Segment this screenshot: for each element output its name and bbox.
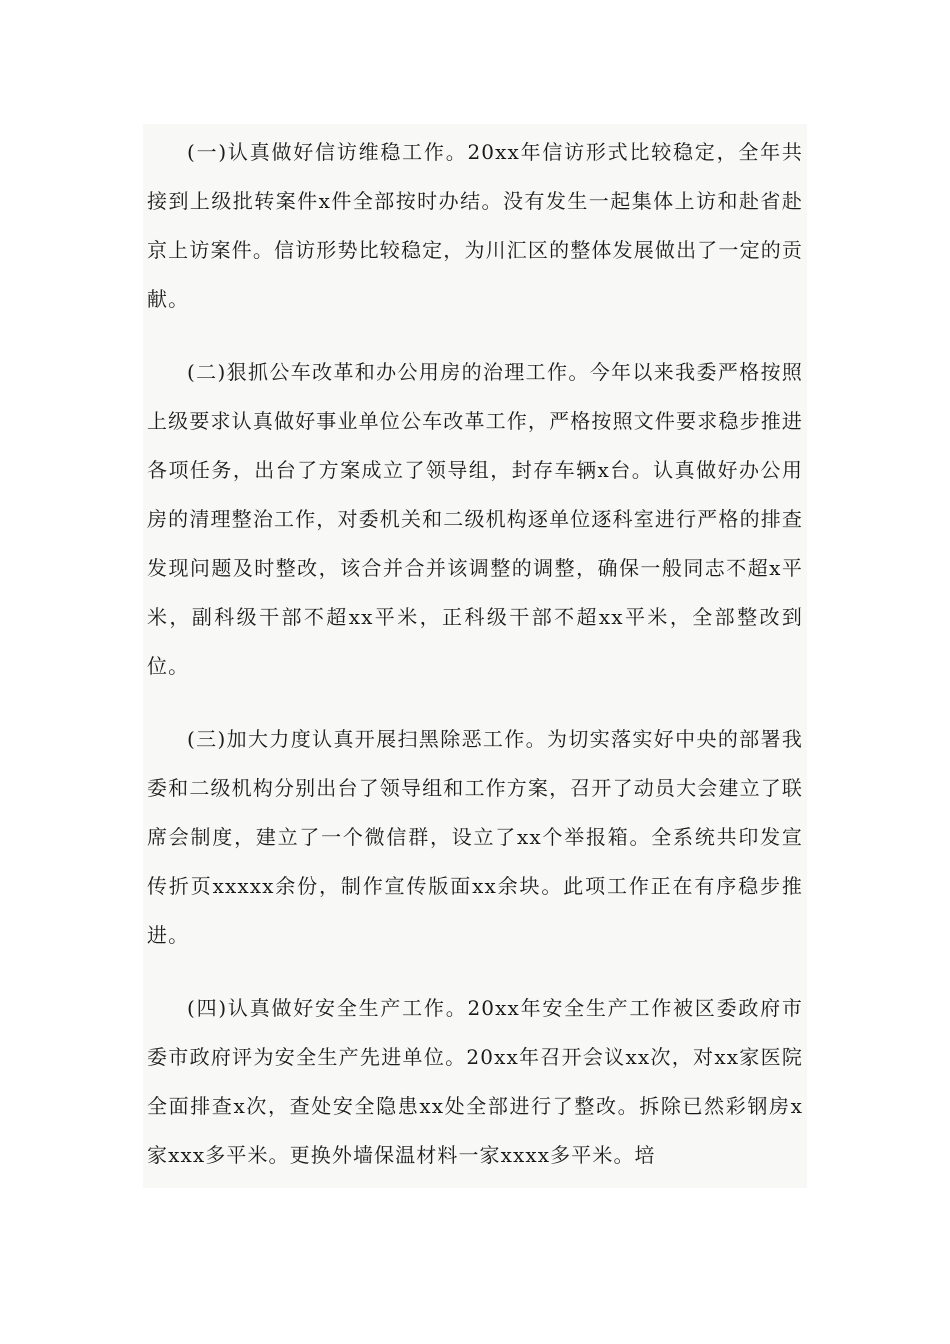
document-body bbox=[143, 124, 807, 1188]
paragraph-work-safety: (四)认真做好安全生产工作。20xx年安全生产工作被区委政府市委市政府评为安全生产先进单位。20xx年召开会议xx次，对xx家医院全面排查x次，查处安全隐患xx处全部进行了整改。拆除已然彩钢房x家xxx多平米。更换外墙保温材料一家xxxx多平米。培 bbox=[147, 996, 803, 1167]
paragraph-vehicle-office-reform: (二)狠抓公车改革和办公用房的治理工作。今年以来我委严格按照上级要求认真做好事业单位公车改革工作，严格按照文件要求稳步推进各项任务，出台了方案成立了领导组，封存车辆x台。认真做好办公用房的清理整治工作，对委机关和二级机构逐单位逐科室进行严格的排查发现问题及时整改，该合并合并该调整的调整，确保一般同志不超x平米，副科级干部不超xx平米，正科级干部不超xx平米，全部整改到位。 bbox=[147, 360, 803, 678]
paragraph-anti-crime-campaign: (三)加大力度认真开展扫黑除恶工作。为切实落实好中央的部署我委和二级机构分别出台了领导组和工作方案，召开了动员大会建立了联席会制度，建立了一个微信群，设立了xx个举报箱。全系统共印发宣传折页xxxxx余份，制作宣传版面xx余块。此项工作正在有序稳步推进。 bbox=[147, 727, 803, 947]
paragraph-petition-stability: (一)认真做好信访维稳工作。20xx年信访形式比较稳定，全年共接到上级批转案件x件全部按时办结。没有发生一起集体上访和赴省赴京上访案件。信访形势比较稳定，为川汇区的整体发展做出了一定的贡献。 bbox=[147, 140, 803, 311]
